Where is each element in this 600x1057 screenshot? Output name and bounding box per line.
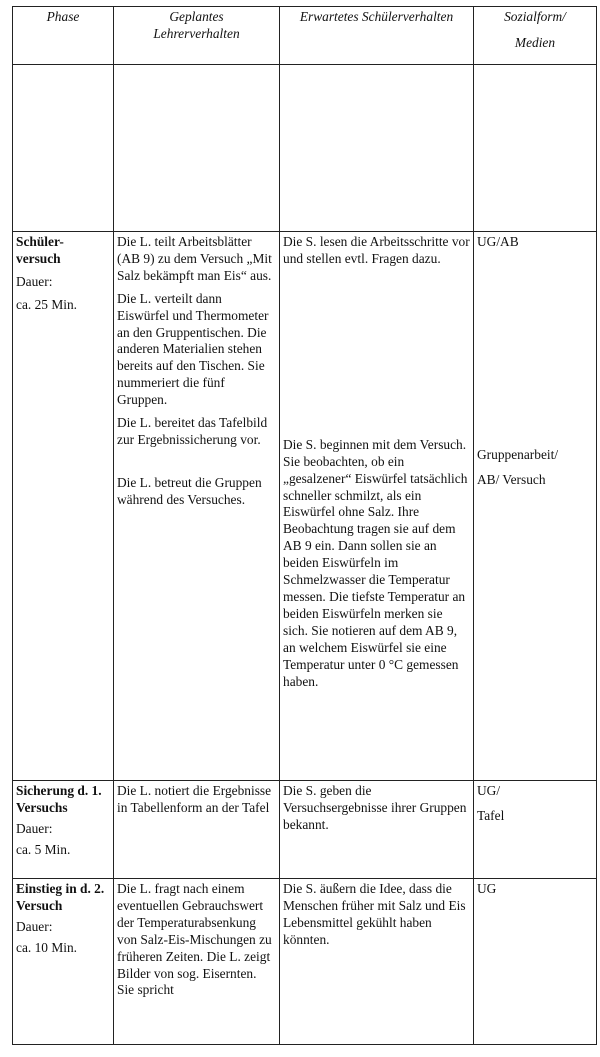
empty-cell [280, 65, 474, 232]
empty-cell [114, 65, 280, 232]
header-phase: Phase [13, 7, 114, 65]
header-social: Sozialform/ Medien [474, 7, 597, 65]
social-cell [474, 879, 597, 1045]
teacher-text: Die L. verteilt dann Eiswürfel und Thermometer an den Gruppentischen. Die anderen Materialien stehen bereits auf den Tischen. Sie nummeriert die fünf Gruppen. [117, 290, 269, 408]
student-text: Die S. beginnen mit dem Versuch. Sie beobachten, ob ein „gesalzener“ Eiswürfel tatsächlich schneller schmilzt, als ein Eiswürfel ohne Salz. Ihre Beobachtung tragen sie auf dem AB 9 ein. Dann sollen sie an beiden Eiswürfeln im Schmelzwasser die Temperatur messen. Die tiefste Temperatur an beiden Eiswürfeln merken sie sich. Sie notieren auf dem AB 9, an welchem Eiswürfel sie eine Temperatur unter 0 °C gemessen haben. [283, 436, 468, 689]
student-cell [280, 781, 474, 879]
phase-cell [13, 232, 114, 781]
teacher-text: Die L. betreut die Gruppen während des Versuches. [117, 474, 262, 507]
social-text: AB/ Versuch [477, 471, 546, 487]
duration-label: Dauer: [16, 820, 53, 836]
phase-title: Einstieg in d. 2. Versuch [16, 881, 105, 913]
teacher-text: Die L. notiert die Ergebnisse in Tabellenform an der Tafel [117, 783, 272, 815]
table-row [13, 781, 597, 879]
social-cell [474, 232, 597, 781]
student-cell [280, 232, 474, 781]
teacher-cell [114, 879, 280, 1045]
lesson-plan-table [12, 6, 597, 1045]
phase-cell [13, 781, 114, 879]
duration-label: Dauer: [16, 273, 53, 289]
header-student: Erwartetes Schülerverhalten [280, 7, 474, 65]
social-text: UG [477, 881, 497, 896]
student-text: Die S. geben die Versuchsergebnisse ihrer Gruppen bekannt. [283, 783, 467, 832]
social-text: UG/ [477, 783, 501, 798]
empty-row [13, 65, 597, 232]
social-cell [474, 781, 597, 879]
student-cell [280, 879, 474, 1045]
social-text: UG/AB [477, 234, 519, 249]
header-teacher: Geplantes Lehrerverhalten [114, 7, 280, 65]
student-text: Die S. äußern die Idee, dass die Menschen früher mit Salz und Eis Lebensmittel gekühlt haben könnten. [283, 881, 466, 947]
teacher-text: Die L. bereitet das Tafelbild zur Ergebnissicherung vor. [117, 415, 268, 447]
table-row [13, 232, 597, 781]
teacher-text: Die L. fragt nach einem eventuellen Gebrauchswert der Temperaturabsenkung von Salz-Eis-Mischungen zu früheren Zeiten. Die L. zeigt Bilder von sog. Eisernten. Sie spricht [117, 881, 272, 998]
teacher-cell [114, 781, 280, 879]
lesson-plan-page [12, 6, 596, 1050]
social-text: Gruppenarbeit/ [477, 446, 559, 462]
duration-value: ca. 5 Min. [16, 841, 71, 857]
phase-title: Sicherung d. 1. Versuchs [16, 783, 102, 815]
header-row [13, 7, 597, 65]
duration-value: ca. 25 Min. [16, 296, 77, 312]
duration-value: ca. 10 Min. [16, 939, 77, 955]
duration-label: Dauer: [16, 918, 53, 934]
empty-cell [474, 65, 597, 232]
table-row [13, 879, 597, 1045]
empty-cell [13, 65, 114, 232]
phase-cell [13, 879, 114, 1045]
teacher-text: Die L. teilt Arbeitsblätter (AB 9) zu dem Versuch „Mit Salz bekämpft man Eis“ aus. [117, 234, 272, 283]
social-text: Tafel [477, 807, 505, 823]
phase-title: Schüler- versuch [16, 234, 64, 266]
teacher-cell [114, 232, 280, 781]
student-text: Die S. lesen die Arbeitsschritte vor und stellen evtl. Fragen dazu. [283, 234, 470, 266]
